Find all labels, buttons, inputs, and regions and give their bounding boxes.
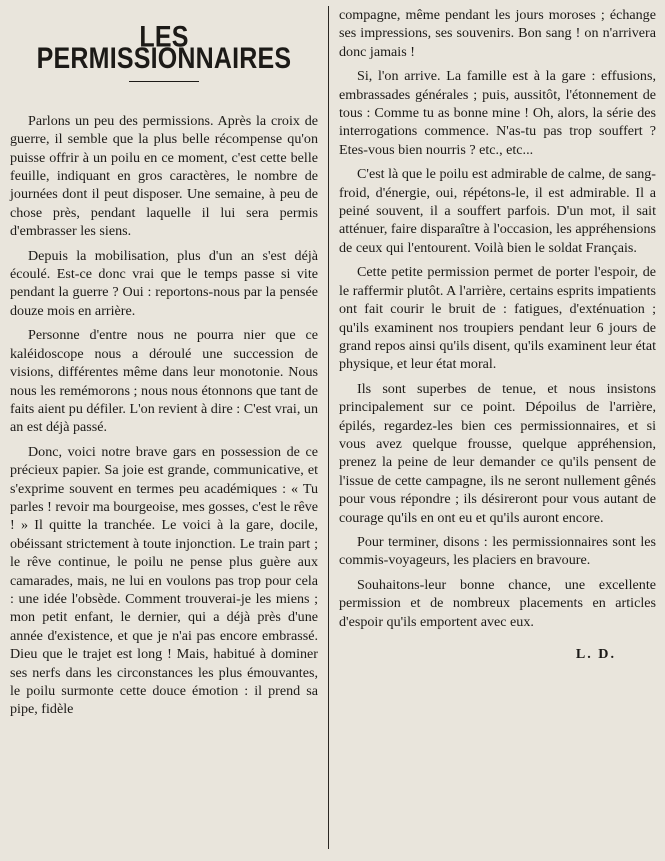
paragraph: Depuis la mobilisation, plus d'un an s'est déjà écoulé. Est-ce donc vrai que le temps passe si vite pendant la guerre ? Oui : reportons-nous par la pensée douze mois en arrière. — [10, 247, 318, 319]
paragraph: Ils sont superbes de tenue, et nous insistons principalement sur ce point. Dépoilus de l'arrière, épilés, regardez-les bien ces permissionnaires, et si vous avez quelque frousse, quelque appréhension, prenez la peine de leur demander ce qu'ils pensent de l'issue de cette campagne, ils ne seront nullement gênés pour vous répondre ; ils désireront pour vous autant de courage qu'ils en ont eu et qu'ils auront encore. — [339, 380, 656, 526]
paragraph: Souhaitons-leur bonne chance, une excellente permission et de nombreux placements en articles d'espoir qu'ils emportent avec eux. — [339, 576, 656, 630]
paragraph: Personne d'entre nous ne pourra nier que ce kaléidoscope nous a déroulé une succession de visions, différentes même dans leur monotonie. Nous nous les remémorons ; nous nous étonnons que tant de faits aient pu défiler. L'on revient à dire : C'est vrai, un an est déjà passé. — [10, 327, 318, 436]
article-title: LES PERMISSIONNAIRES — [36, 20, 292, 76]
paragraph: Parlons un peu des permissions. Après la croix de guerre, il semble que la plus belle récompense qu'on puisse offrir à un poilu en ce moment, c'est cette belle feuille, indiquant en gros caractères, le nombre de journées dont il peut disposer. Une semaine, à peu de chose près, pendant laquelle il lui sera permis d'embrasser les siens. — [10, 112, 318, 240]
author-signature: L. D. — [575, 646, 616, 662]
paragraph-continuation: compagne, même pendant les jours moroses ; échange ses impressions, ses souvenirs. Bon sang ! on n'arrivera donc jamais ! — [339, 7, 656, 60]
paragraph: Cette petite permission permet de porter l'espoir, de le raffermir plutôt. A l'arrière, certains esprits impatients ont fait courir le bruit de : fatigues, d'exténuation ; qu'ils examinent nos troupiers pendant leur 6 jours de grand repos ainsi qu'ils disent, qu'ils examinent leur état physique, et leur état moral. — [339, 264, 656, 373]
paragraph: Pour terminer, disons : les permissionnaires sont les commis-voyageurs, les placiers en bravoure. — [339, 533, 656, 569]
left-column — [10, 6, 328, 855]
paragraph: Donc, voici notre brave gars en possession de ce précieux papier. Sa joie est grande, communicative, et s'exprime souvent en termes peu académiques : « Tu parles ! revoir ma bourgeoise, mes gosses, c'est le rêve ! » Il quitte la tranchée. Le voici à la gare, docile, obéissant strictement à toute injonction. Le train part ; le rêve continue, le poilu ne pense plus guère aux camarades, mais, ne lui en voulons pas trop pour cela : une idée l'obsède. Comment trouverai-je les miens ; mon petit enfant, le dernier, qui a déjà près d'une année d'existence, et que je n'ai pas encore embrassé. Dieu que le trajet est long ! Mais, habitué à dominer ses nerfs dans les circonstances les plus émouvantes, le poilu surmonte cette douce émotion : il prend sa pipe, fidèle — [10, 443, 318, 718]
title-divider — [129, 81, 199, 82]
paragraph: C'est là que le poilu est admirable de calme, de sang-froid, d'énergie, oui, répétons-le, il est admirable. Il a peiné souvent, il a souffert parfois. D'un mot, il sait atténuer, faire disparaître à l'occasion, les appréhensions de ceux qui l'entourent. Voilà bien le soldat Français. — [339, 166, 656, 256]
right-column — [329, 6, 656, 855]
paragraph: Si, l'on arrive. La famille est à la gare : effusions, embrassades générales ; puis, aussitôt, l'étonnement de tous : Comme tu as bonne mine ! Oh, alors, la série des interrogations commence. N'as-tu pas trop souffert ? Etes-vous bien nourris ? etc., etc... — [339, 68, 656, 158]
